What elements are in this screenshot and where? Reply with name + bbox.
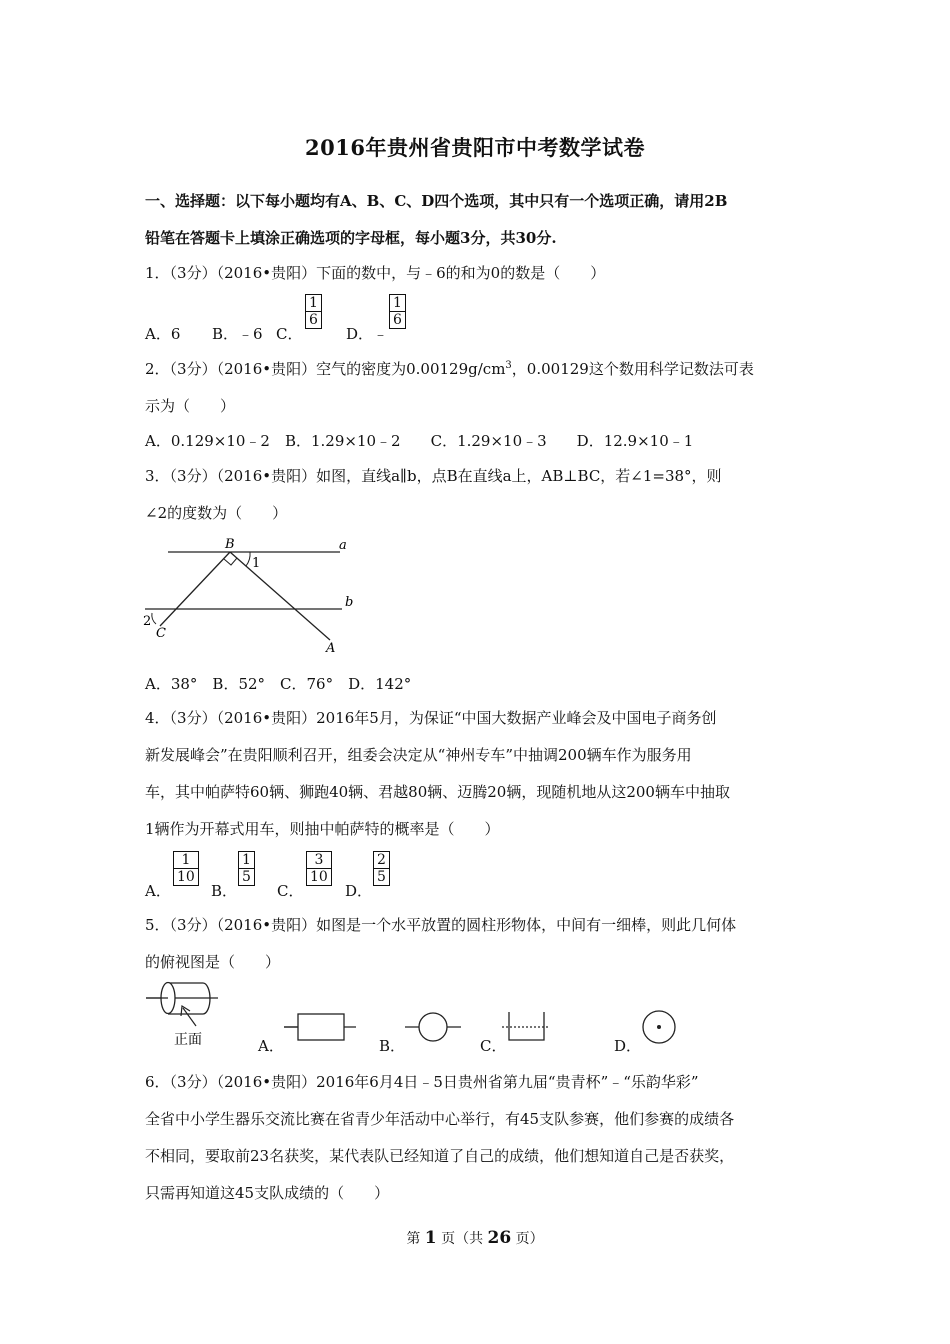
q2-stem-part-b: ，0.00129这个数用科学记数法可表: [511, 360, 754, 378]
question-5-stem-line-2: 的俯视图是（ ）: [145, 953, 281, 971]
q1-d-numerator: 1: [390, 295, 405, 312]
option-b-figure: [405, 1013, 461, 1041]
q3-options: A．38° B．52° C．76° D．142°: [145, 675, 412, 693]
question-4-stem-line-2: 新发展峰会”在贵阳顺利召开，组委会决定从“神州专车”中抽调200辆车作为服务用: [145, 746, 692, 764]
page-title: 2016年贵州省贵阳市中考数学试卷: [305, 135, 645, 160]
label-point-c: C: [156, 626, 166, 641]
question-1-stem: 1．（3分）（2016•贵阳）下面的数中，与﹣6的和为0的数是（ ）: [145, 264, 606, 282]
question-6-stem-line-2: 全省中小学生器乐交流比赛在省青少年活动中心举行，有45支队参赛，他们参赛的成绩各: [145, 1110, 735, 1128]
q1-d-denominator: 6: [393, 312, 402, 328]
q4-option-c: C．: [277, 882, 304, 900]
question-4-stem-line-3: 车，其中帕萨特60辆、狮跑40辆、君越80辆、迈腾20辆，现随机地从这200辆车中抽取: [145, 783, 730, 801]
q1-option-b: B．﹣6: [212, 325, 263, 343]
footer-total-pages: 26: [487, 1228, 512, 1248]
question-4-stem-line-1: 4．（3分）（2016•贵阳）2016年5月，为保证“中国大数据产业峰会及中国电子商务创: [145, 709, 717, 727]
q2-superscript: 3: [505, 360, 512, 371]
section-heading-line-2: 铅笔在答题卡上填涂正确选项的字母框，每小题3分，共30分.: [145, 229, 557, 247]
q4-b-denominator: 5: [242, 869, 251, 885]
q4-d-denominator: 5: [377, 869, 386, 885]
question-2-stem-line-2: 示为（ ）: [145, 397, 236, 415]
q4-option-d: D．: [345, 882, 373, 900]
option-d-figure: [643, 1011, 675, 1043]
question-6-stem-line-4: 只需再知道这45支队成绩的（ ）: [145, 1184, 390, 1202]
q5-option-b: B．: [379, 1037, 406, 1055]
q4-d-numerator: 2: [374, 852, 389, 869]
footer-page-number: 1: [424, 1228, 437, 1248]
q4-a-numerator: 1: [174, 852, 198, 869]
label-angle-1: 1: [252, 556, 261, 571]
option-c-figure: [502, 1012, 550, 1040]
q4-option-a: A．: [145, 882, 171, 900]
q5-option-c: C．: [480, 1037, 507, 1055]
page-footer: [0, 1228, 950, 1248]
label-point-b: B: [225, 537, 235, 552]
q4-a-denominator: 10: [177, 869, 195, 885]
q1-option-c: C．: [276, 325, 303, 343]
footer-prefix: 第: [406, 1231, 421, 1247]
cylinder-figure: [146, 983, 218, 1027]
q4-c-denominator: 10: [310, 869, 328, 885]
label-line-a: a: [339, 538, 347, 553]
q1-c-denominator: 6: [309, 312, 318, 328]
option-a-figure: [284, 1014, 356, 1040]
footer-suffix: 页）: [515, 1231, 544, 1247]
label-point-a: A: [326, 641, 336, 656]
q4-b-numerator: 1: [239, 852, 254, 869]
question-4-stem-line-4: 1辆作为开幕式用车，则抽中帕萨特的概率是（ ）: [145, 820, 500, 838]
q5-option-a: A．: [258, 1037, 284, 1055]
question-3-stem: 3．（3分）（2016•贵阳）如图，直线a∥b，点B在直线a上，AB⊥BC，若∠1=38°，则: [145, 467, 722, 485]
section-heading-line-1: 一、选择题：以下每小题均有A、B、C、D四个选项，其中只有一个选项正确，请用2B: [145, 192, 728, 210]
q1-option-d: D．﹣: [346, 325, 389, 343]
q1-c-numerator: 1: [306, 295, 321, 312]
q2-stem-part-a: 2．（3分）（2016•贵阳）空气的密度为0.00129g/cm: [145, 360, 506, 378]
question-6-stem-line-3: 不相同，要取前23名获奖，某代表队已经知道了自己的成绩，他们想知道自己是否获奖，: [145, 1147, 735, 1165]
footer-middle: 页（共: [441, 1231, 484, 1247]
q1-option-a: A．6: [145, 325, 181, 343]
front-view-label: 正面: [174, 1032, 202, 1048]
q5-option-d: D．: [614, 1037, 642, 1055]
q2-options: A．0.129×10﹣2 B．1.29×10﹣2 C．1.29×10﹣3 D．12.9×10﹣1: [145, 432, 694, 450]
q4-c-numerator: 3: [307, 852, 331, 869]
q4-option-b: B．: [211, 882, 238, 900]
question-5-stem-line-1: 5．（3分）（2016•贵阳）如图是一个水平放置的圆柱形物体，中间有一细棒，则此几何体: [145, 916, 737, 934]
label-line-b: b: [345, 595, 354, 610]
label-angle-2: 2: [143, 614, 152, 629]
question-6-stem-line-1: 6．（3分）（2016•贵阳）2016年6月4日﹣5日贵州省第九届“贵青杯”﹣“乐韵华彩”: [145, 1073, 699, 1091]
question-3-stem-line-2: ∠2的度数为（ ）: [145, 504, 288, 522]
